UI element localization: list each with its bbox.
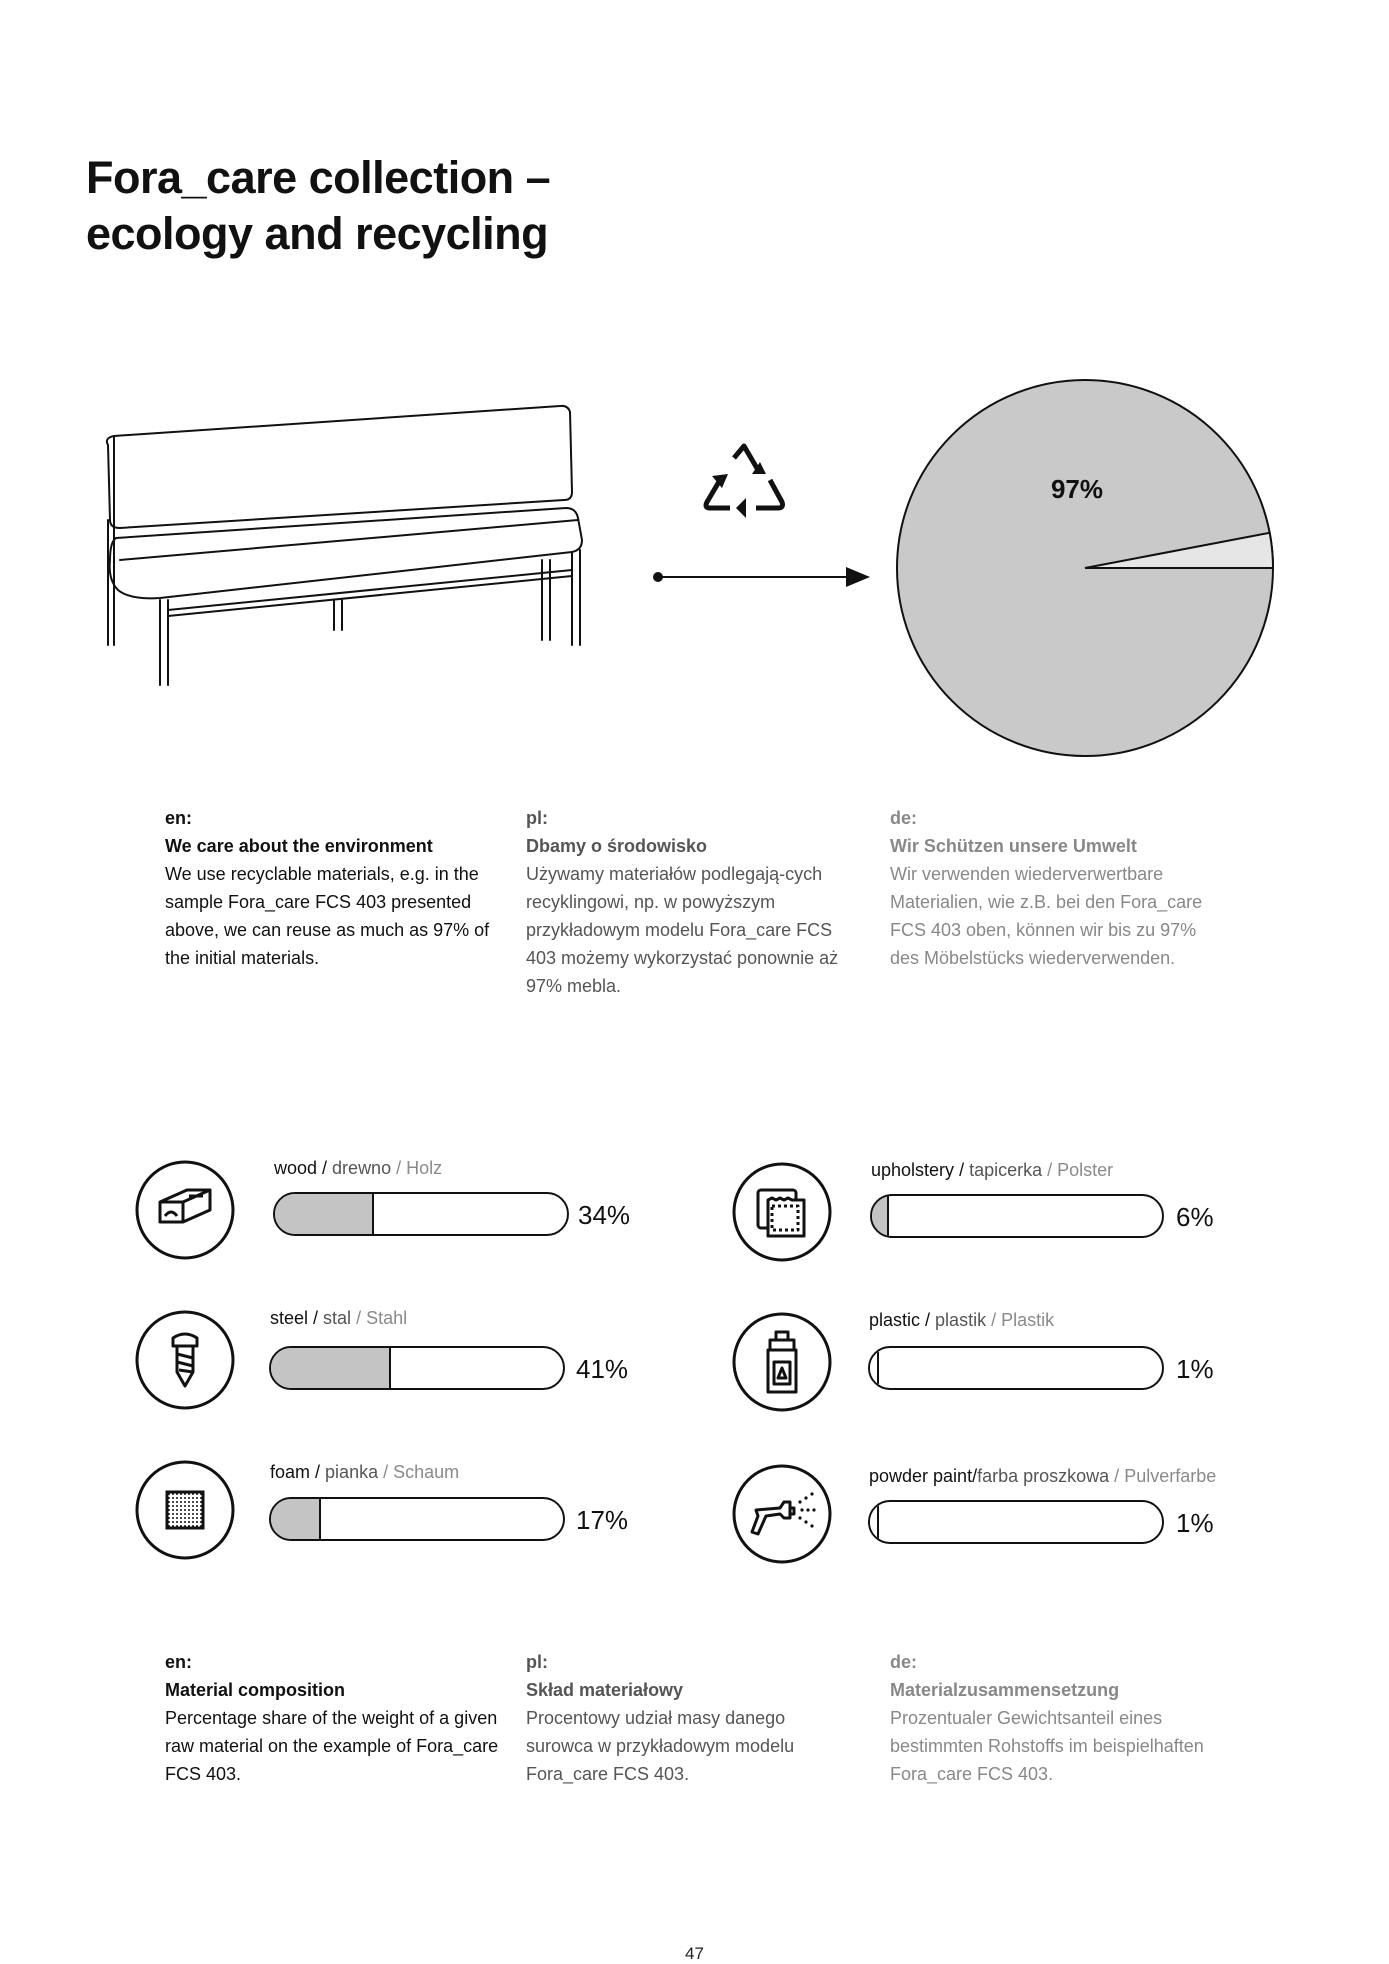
screw-icon: [135, 1310, 235, 1410]
material-label-steel: steel / stal / Stahl: [270, 1308, 408, 1328]
material-percent-foam: 17%: [576, 1505, 629, 1535]
intro-de-lang: de:: [890, 808, 917, 828]
intro-en-body: We use recyclable materials, e.g. in the sample Fora_care FCS 403 presented above, we can reuse as much as 97% of the initial materials.: [165, 864, 490, 968]
material-bar-wood: [273, 1192, 569, 1236]
material-label-powder-paint: powder paint/farba proszkowa / Pulverfarbe: [869, 1466, 1217, 1486]
page-number: 47: [685, 1944, 704, 1963]
material-bar-foam: [269, 1497, 565, 1541]
material-bar-fill-upholstery: [872, 1196, 889, 1236]
intro-en: [165, 804, 515, 972]
material-percent-wood: 34%: [578, 1200, 631, 1230]
material-bar-fill-foam: [271, 1499, 321, 1539]
arrow-icon: [650, 562, 870, 592]
material-bar-upholstery: [870, 1194, 1164, 1238]
intro-pl: [526, 804, 866, 1000]
material-percent-upholstery: 6%: [1176, 1202, 1214, 1232]
composition-de-lang: de:: [890, 1652, 917, 1672]
material-bar-powder-paint: [868, 1500, 1164, 1544]
material-percent-plastic: 1%: [1176, 1354, 1214, 1384]
intro-en-lang: en:: [165, 808, 192, 828]
intro-de-heading: Wir Schützen unsere Umwelt: [890, 836, 1137, 856]
composition-pl-lang: pl:: [526, 1652, 548, 1672]
material-percent-steel: 41%: [576, 1354, 629, 1384]
composition-de-body: Prozentualer Gewichtsanteil eines bestimmten Rohstoffs im beispielhaften Fora_care FCS 403.: [890, 1708, 1204, 1784]
composition-en-body: Percentage share of the weight of a given raw material on the example of Fora_care FCS 403.: [165, 1708, 499, 1784]
intro-pl-body: Używamy materiałów podlegają-cych recyklingowi, np. w powyższym przykładowym modelu Fora_care FCS 403 możemy wykorzystać ponownie aż 97% mebla.: [526, 864, 839, 996]
composition-de: [890, 1648, 1210, 1788]
bench-illustration: [100, 400, 640, 690]
composition-pl: [526, 1648, 846, 1788]
material-bar-fill-powder-paint: [870, 1502, 879, 1542]
spray-gun-icon: [732, 1464, 832, 1564]
composition-en-lang: en:: [165, 1652, 192, 1672]
title-line-1: Fora_care collection –: [86, 152, 551, 203]
intro-pl-lang: pl:: [526, 808, 548, 828]
spray-bottle-icon: [732, 1312, 832, 1412]
intro-en-heading: We care about the environment: [165, 836, 433, 856]
composition-en: [165, 1648, 505, 1788]
material-bar-steel: [269, 1346, 565, 1390]
intro-pl-heading: Dbamy o środowisko: [526, 836, 708, 856]
recycle-icon: [700, 440, 788, 522]
composition-en-heading: Material composition: [165, 1680, 346, 1700]
material-label-plastic: plastic / plastik / Plastik: [869, 1310, 1055, 1330]
foam-icon: [135, 1460, 235, 1560]
material-bar-fill-wood: [275, 1194, 374, 1234]
intro-de: [890, 804, 1230, 972]
title-line-2: ecology and recycling: [86, 208, 549, 259]
material-bar-fill-plastic: [870, 1348, 879, 1388]
material-label-foam: foam / pianka / Schaum: [270, 1462, 460, 1482]
material-bar-fill-steel: [271, 1348, 391, 1388]
composition-de-heading: Materialzusammensetzung: [890, 1680, 1120, 1700]
material-bar-plastic: [868, 1346, 1164, 1390]
upholstery-icon: [732, 1162, 832, 1262]
pie-label: 97%: [1050, 474, 1104, 504]
material-label-wood: wood / drewno / Holz: [274, 1158, 443, 1178]
material-label-upholstery: upholstery / tapicerka / Polster: [871, 1160, 1114, 1180]
intro-de-body: Wir verwenden wiederverwertbare Materialien, wie z.B. bei den Fora_care FCS 403 oben, können wir bis zu 97% des Möbelstücks wiederverwenden.: [890, 864, 1203, 968]
page-title: [86, 150, 550, 262]
composition-pl-body: Procentowy udział masy danego surowca w przykładowym modelu Fora_care FCS 403.: [526, 1708, 795, 1784]
recycle-pie-chart: [885, 368, 1285, 768]
wood-icon: [135, 1160, 235, 1260]
composition-pl-heading: Skład materiałowy: [526, 1680, 684, 1700]
material-percent-powder-paint: 1%: [1176, 1508, 1214, 1538]
